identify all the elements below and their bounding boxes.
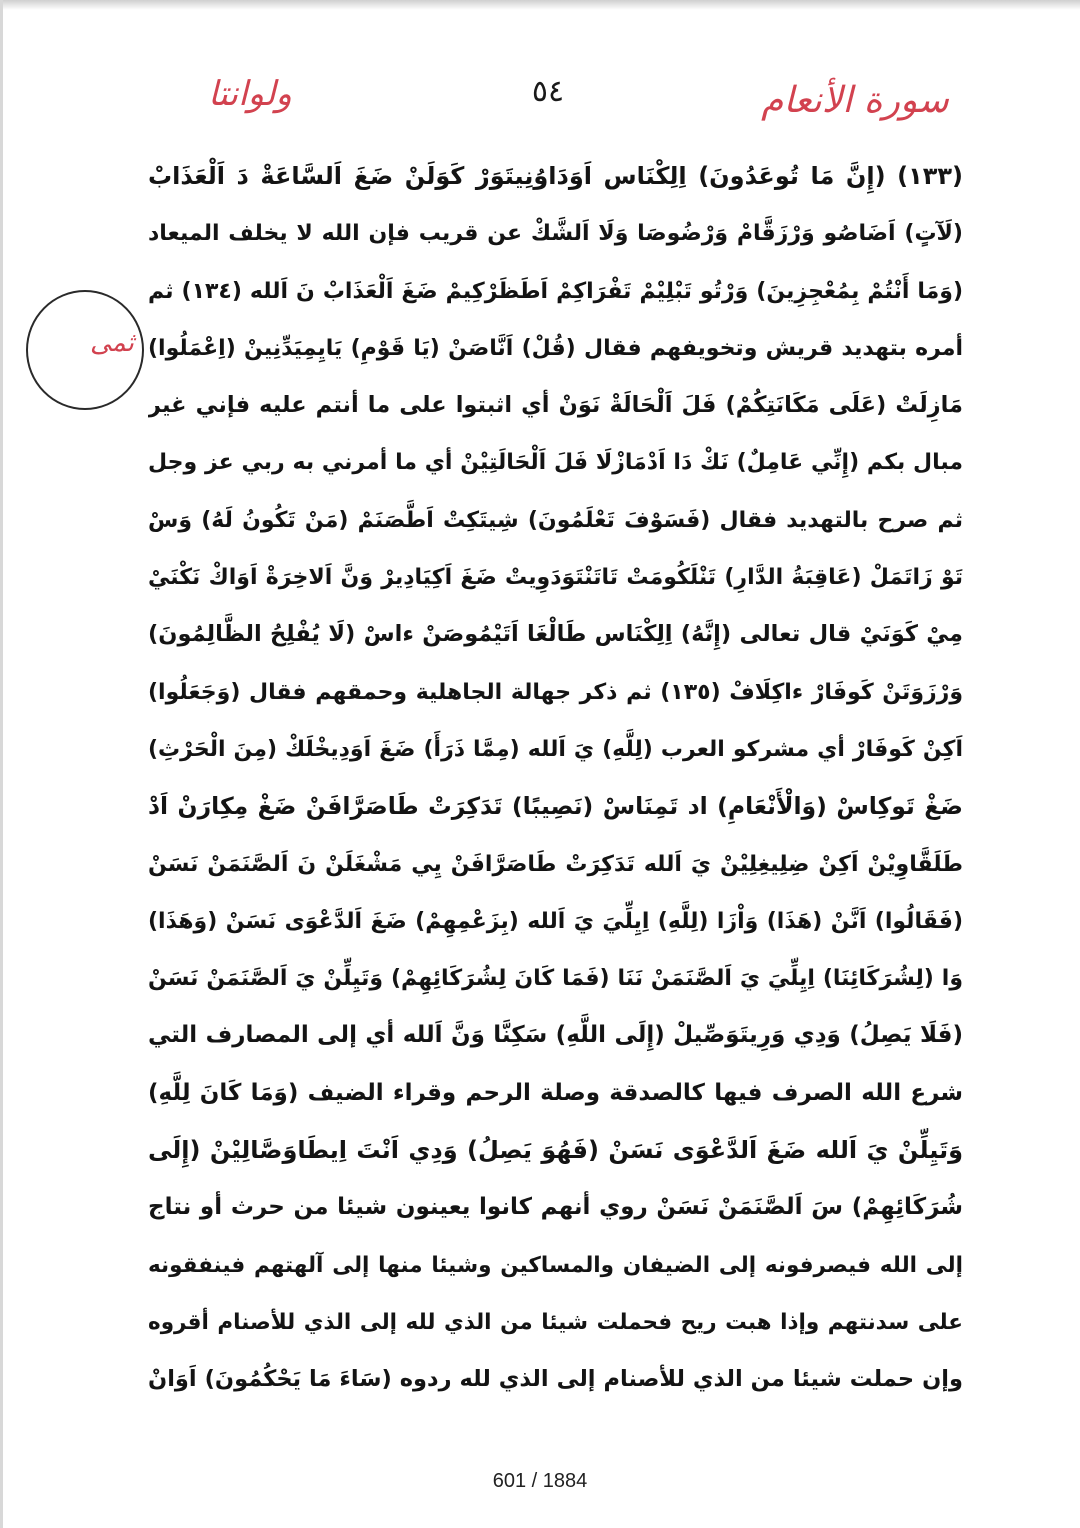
text-line: (١٣٣) (إِنَّ مَا تُوعَدُونَ) اِلِكْنَاس اَوَدَاوُنِيتَوَرْ كَوَلَنْ ضَغَ اَلسَّاعَةْ دَ اَلْعَذَابْ	[148, 162, 963, 190]
text-line: تَوْ زَاتَمَلْ (عَاقِبَةُ الدَّارِ) تَنْلَكُومَتْ تَاتَنْتَوَدَوِيتْ ضَغَ اَكِيَادِيرْ وَنَّ اَلاخِرَةْ اَوَاكْ نَكْنَيْ	[148, 565, 963, 591]
text-line: مِيْ كَوَنَيْ قال تعالى (إِنَّهُ) اِلِكْنَاس طَالْغَا اَتَيْمُوصَنْ ءاسْ (لَا يُفْلِحُ الظَّالِمُونَ)	[148, 621, 963, 648]
scan-left-edge	[0, 0, 3, 1528]
text-line: إلى الله فيصرفونه إلى الضيفان والمساكين وشيئا منها إلى آلهتهم فينفقونه	[148, 1252, 963, 1278]
text-line: شُرَكَائِهِمْ) سَ اَلصَّنَمَنْ نَسَنْ روي أنهم كانوا يعينون شيئا من حرث أو نتاج	[148, 1194, 963, 1221]
tafsir-text-block	[148, 148, 963, 1409]
page-counter: 601 / 1884	[492, 1470, 588, 1492]
text-line: على سدنتهم وإذا هبت ريح فحملت شيئا من الذي لله إلى الذي للأصنام أقروه	[148, 1309, 963, 1335]
handwritten-section-note: ولوانتا	[208, 74, 292, 114]
text-line: وإن حملت شيئا من الذي للأصنام إلى الذي لله ردوه (سَاءَ مَا يَحْكُمُونَ) اَوَانْ	[148, 1366, 963, 1393]
text-line: مَازِلَتْ (عَلَى مَكَانَتِكُمْ) فَلَ اَلْحَالَةْ نَوَنْ أي اثبتوا على ما أنتم عليه فإني غير	[148, 392, 963, 419]
text-line: مبال بكم (إِنِّي عَامِلٌ) نَكْ دَا اَدْمَازْلَا فَلَ اَلْحَالَتِيْنْ أي ما أمرني به ربي عز وجل	[148, 450, 963, 476]
scan-top-edge	[0, 0, 1080, 10]
text-line: طَلَقَّاوِيْنْ اَكِنْ ضِلِيغِلِيْنْ يَ اَلله تَدَكِرَتْ طَاصَرَّافَنْ يِي مَشْغَلَنْ نَ اَلصَّنَمَنْ نَسَنْ	[148, 851, 963, 877]
text-line: وَا (لِشُرَكَائِنَا) اِيِلِّيَ يَ اَلصَّنَمَنْ نَنَا (فَمَا كَانَ لِشُرَكَائِهِمْ) وَتَيِلِّنْ يَ اَلصَّنَمَنْ نَسَنْ	[148, 966, 963, 992]
handwritten-margin-note: ثمى	[90, 328, 134, 358]
text-line: (فَلَا يَصِلُ) وَدِي وَرِيتَوَصِّيلْ (إِلَى اللَّهِ) سَكِنَّا وَنَّ اَلله أي إلى المصارف التي	[148, 1022, 963, 1049]
text-line: شرع الله الصرف فيها كالصدقة وصلة الرحم وقراء الضيف (وَمَا كَانَ لِلَّهِ)	[148, 1079, 963, 1106]
text-line: (فَقَالُوا) اَنَّنْ (هَذَا) وَاْزَا (لِلَّهِ) اِيِلِّيَ يَ اَلله (بِزَعْمِهِمْ) ضَغَ اَلدَّعْوَى نَسَنْ (وَهَذَا)	[148, 908, 963, 934]
text-line: وَرْزَوَتَنْ كَوفَارْ ءاكِلَافْ (١٣٥) ثم ذكر جهالة الجاهلية وحمقهم فقال (وَجَعَلُوا)	[148, 679, 963, 705]
page-number: ٥٤	[531, 74, 565, 109]
handwritten-surah-title: سورة الأنعام	[761, 80, 949, 121]
text-line: ضَغْ تَوكِاسْ (وَالْأَنْعَامِ) اد تَمِنَاسْ (نَصِيبًا) تَدَكِرَتْ طَاصَرَّافَنْ ضَغْ مِكِارَنْ اَدْ	[148, 792, 963, 821]
text-line: اَكِنْ كَوفَارْ أي مشركو العرب (لِلَّهِ) يَ اَلله (مِمَّا ذَرَأَ) ضَغَ اَوَدِيخْلَكْ (مِنَ الْحَرْثِ)	[148, 736, 963, 762]
text-line: أمره بتهديد قريش وتخويفهم فقال (قُلْ) اَنَّاصَنْ (يَا قَوْمِ) يَايِمِيَدِّنِينْ (اِعْمَلُوا)	[148, 335, 963, 361]
text-line: وَتَيِلِّنْ يَ اَلله ضَغَ اَلدَّعْوَى نَسَنْ (فَهُوَ يَصِلُ) وَدِي اَنْتَ اِيطَاوَصَّالِيْنْ (إِلَى	[148, 1136, 963, 1165]
text-line: (وَمَا أَنْتُمْ بِمُعْجِزِينَ) وَرْتُو تَبْلِيْمْ تَفْرَاكِمْ اَطَظَرْكِيمْ ضَغَ اَلْعَذَابْ نَ اَلله (١٣٤) ثم	[148, 278, 963, 304]
text-line: (لَآتٍ) اَضَاصُو وَرْزَقَّامْ وَرْضُوصَا وَلَا اَلشَّكْ عن قريب فإن الله لا يخلف الميعاد	[148, 221, 963, 247]
text-line: ثم صرح بالتهديد فقال (فَسَوْفَ تَعْلَمُونَ) شِيتَكِتْ اَطَّصَنَمْ (مَنْ تَكُونُ لَهُ) وَسْ	[148, 507, 963, 533]
